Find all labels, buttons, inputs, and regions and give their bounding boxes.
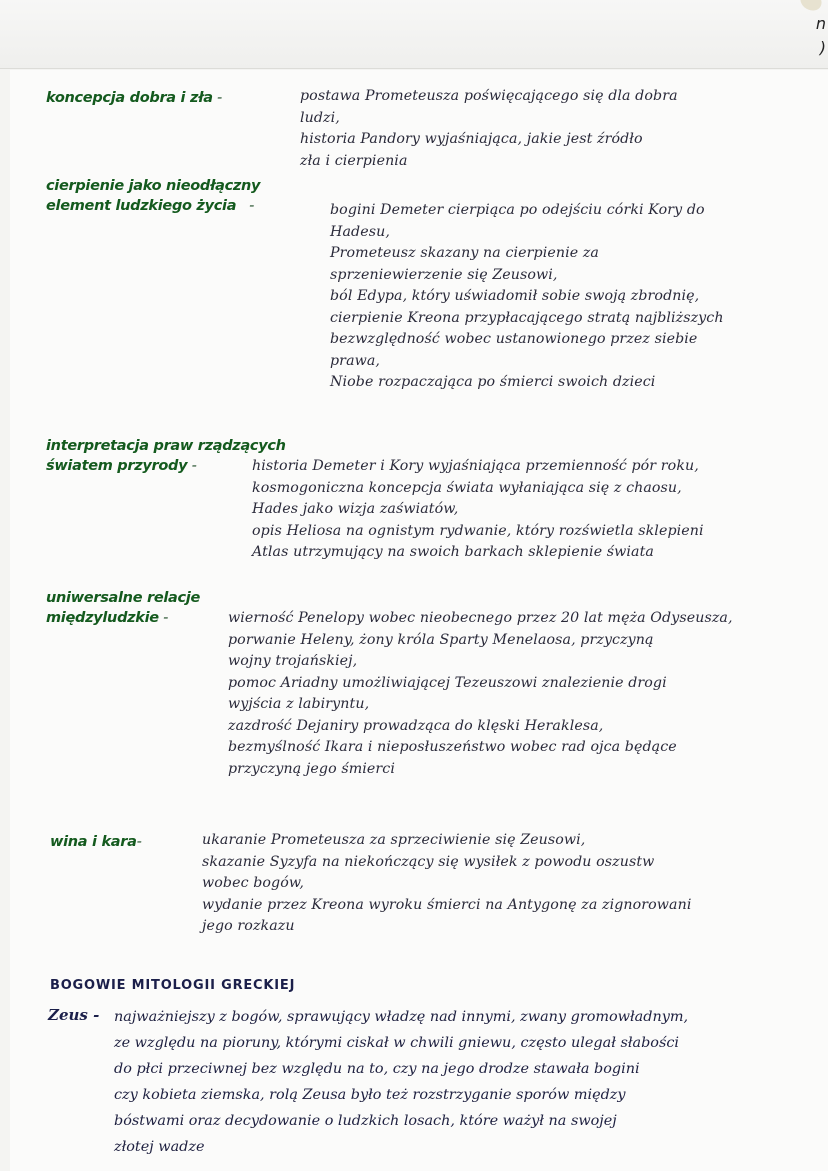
section-label: uniwersalne relacje międzyludzkie -	[46, 590, 201, 626]
gods-heading: BOGOWIE MITOLOGII GRECKIEJ	[50, 978, 296, 993]
item-line: ból Edypa, który uświadomił sobie swoją zbrodnię,	[330, 288, 700, 304]
item-line: wierność Penelopy wobec nieobecnego przez 20 lat męża Odyseusza,	[228, 610, 733, 626]
item-line: wobec bogów,	[202, 875, 305, 891]
item-line: Atlas utrzymujący na swoich barkach sklepienie świata	[252, 544, 654, 560]
edge-fragment: n	[815, 14, 826, 33]
item-line: cierpienie Kreona przypłacającego stratą najbliższych	[330, 309, 724, 326]
item-line: czy kobieta ziemska, rolą Zeusa było też rozstrzyganie sporów między	[114, 1087, 626, 1103]
item-line: historia Pandory wyjaśniająca, jakie jest źródło	[300, 131, 643, 147]
item-line: bogini Demeter cierpiąca po odejściu córki Kory do	[330, 202, 705, 218]
section-items	[202, 830, 691, 938]
item-line: opis Heliosa na ognistym rydwanie, który rozświetla sklepieni	[252, 522, 704, 539]
item-line: bóstwami oraz decydowanie o ludzkich losach, które ważył na swojej	[114, 1113, 617, 1129]
item-line: bezwzględność wobec ustanowionego przez siebie	[330, 331, 698, 347]
item-line: pomoc Ariadny umożliwiającej Tezeuszowi znalezienie drogi	[228, 674, 667, 691]
item-line: Prometeusz skazany na cierpienie za	[330, 245, 599, 261]
item-line: kosmogoniczna koncepcja świata wyłaniająca się z chaosu,	[252, 479, 682, 496]
item-line: skazanie Syzyfa na niekończący się wysiłek z powodu oszustw	[202, 853, 655, 870]
notes-page	[10, 70, 828, 1171]
section-label: interpretacja praw rządzących światem przyrody -	[46, 438, 286, 474]
item-line: postawa Prometeusza poświęcającego się dla dobra	[300, 88, 678, 104]
item-line: ukaranie Prometeusza za sprzeciwienie się Zeusowi,	[202, 832, 586, 848]
paper-corner	[797, 0, 825, 14]
item-line: sprzeniewierzenie się Zeusowi,	[330, 266, 558, 283]
item-line: ludzi,	[300, 109, 340, 126]
zeus-description	[114, 1004, 688, 1160]
item-line: ze względu na pioruny, którymi ciskał w chwili gniewu, często ulegał słabości	[114, 1035, 680, 1051]
item-line: złotej wadze	[114, 1139, 205, 1155]
item-line: Hadesu,	[330, 223, 390, 240]
section-items	[330, 200, 724, 394]
item-line: zazdrość Dejaniry prowadząca do klęski Heraklesa,	[228, 717, 604, 734]
item-line: jego rozkazu	[202, 918, 295, 934]
section-items	[252, 456, 704, 564]
item-line: historia Demeter i Kory wyjaśniająca przemienność pór roku,	[252, 458, 699, 474]
section-label: wina i kara-	[50, 834, 142, 850]
item-line: Hades jako wizja zaświatów,	[252, 501, 459, 517]
edge-fragment: )	[819, 38, 826, 57]
item-line: wyjścia z labiryntu,	[228, 696, 370, 712]
item-line: zła i cierpienia	[300, 152, 408, 169]
section-items	[300, 86, 678, 172]
item-line: wojny trojańskiej,	[228, 653, 358, 669]
zeus-label: Zeus -	[48, 1006, 100, 1024]
photo-top-strip	[0, 0, 828, 69]
item-line: do płci przeciwnej bez względu na to, czy na jego drodze stawała bogini	[114, 1061, 640, 1077]
item-line: porwanie Heleny, żony króla Sparty Menelaosa, przyczyną	[228, 631, 654, 648]
item-line: Niobe rozpaczająca po śmierci swoich dzieci	[330, 374, 656, 390]
item-line: wydanie przez Kreona wyroku śmierci na Antygonę za zignorowani	[202, 896, 692, 913]
section-label: cierpienie jako nieodłączny element ludzkiego życia -	[46, 178, 261, 214]
item-line: prawa,	[330, 352, 381, 369]
item-line: najważniejszy z bogów, sprawujący władzę nad innymi, zwany gromowładnym,	[114, 1009, 689, 1025]
item-line: przyczyną jego śmierci	[228, 760, 395, 777]
section-items	[228, 608, 733, 780]
section-label: koncepcja dobra i zła -	[46, 90, 222, 106]
item-line: bezmyślność Ikara i nieposłuszeństwo wobec rad ojca będące	[228, 739, 677, 755]
